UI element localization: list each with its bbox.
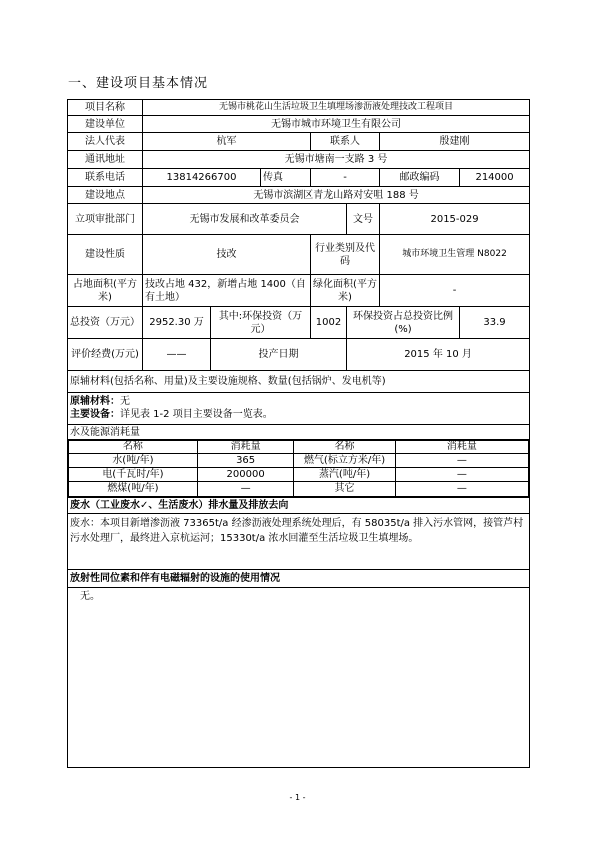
- area-value: 技改占地 432，新增占地 1400（自有土地）: [143, 275, 311, 307]
- nature-label: 建设性质: [68, 235, 143, 275]
- postcode-value: 214000: [460, 169, 530, 187]
- legal-rep-value: 杭军: [143, 133, 311, 151]
- eval-fee-value: ——: [143, 339, 211, 371]
- project-info-table: [67, 99, 530, 768]
- energy-header-amount: 消耗量: [395, 441, 528, 454]
- project-name-value: 无锡市桃花山生活垃圾卫生填埋场渗沥液处理技改工程项目: [143, 100, 530, 116]
- page-number: - 1 -: [289, 793, 306, 802]
- energy-section: [68, 440, 530, 498]
- radiation-title: 放射性同位素和伴有电磁辐射的设施的使用情况: [68, 570, 530, 588]
- env-ratio-label: 环保投资占总投资比例(%): [347, 307, 460, 339]
- energy-header-name: 名称: [294, 441, 395, 454]
- energy-cell: —: [197, 482, 294, 497]
- address-value: 无锡市塘南一支路 3 号: [143, 151, 530, 169]
- section-heading: 一、建设项目基本情况: [68, 76, 209, 91]
- wastewater-title: 废水（工业废水✓、生活废水）排水量及排放去向: [68, 498, 530, 514]
- area-label: 占地面积(平方米): [68, 275, 143, 307]
- builder-label: 建设单位: [68, 116, 143, 133]
- env-ratio-value: 33.9: [460, 307, 530, 339]
- phone-label: 联系电话: [68, 169, 143, 187]
- equipment-line: [70, 408, 527, 421]
- energy-cell: 365: [197, 454, 294, 468]
- approval-dept-label: 立项审批部门: [68, 204, 143, 235]
- fax-label: 传真: [261, 169, 311, 187]
- invest-label: 总投资（万元）: [68, 307, 143, 339]
- wastewater-body: 废水：本项目新增渗沥液 73365t/a 经渗沥液处理系统处理后，有 58035t/a 排入污水管网，接管芦村污水处理厂，最终进入京杭运河；15330t/a 浓水回灌至生活垃圾卫生填埋场。: [68, 514, 530, 570]
- invest-value: 2952.30 万: [143, 307, 211, 339]
- materials-section: [68, 393, 530, 425]
- doc-no-value: 2015-029: [380, 204, 530, 235]
- energy-cell: 燃煤(吨/年): [69, 482, 198, 497]
- energy-cell: 电(千瓦时/年): [69, 468, 198, 482]
- contact-value: 殷建刚: [380, 133, 530, 151]
- radiation-body: 无。: [68, 588, 530, 768]
- energy-header-name: 名称: [69, 441, 198, 454]
- energy-cell: —: [395, 468, 528, 482]
- phone-value: 13814266700: [143, 169, 261, 187]
- doc-no-label: 文号: [347, 204, 380, 235]
- materials-header: 原辅材料(包括名称、用量)及主要设施规格、数量(包括锅炉、发电机等): [68, 371, 530, 393]
- energy-cell: 其它: [294, 482, 395, 497]
- postcode-label: 邮政编码: [380, 169, 460, 187]
- green-label: 绿化面积(平方米): [311, 275, 380, 307]
- start-date-label: 投产日期: [211, 339, 347, 371]
- energy-cell: 200000: [197, 468, 294, 482]
- eval-fee-label: 评价经费(万元): [68, 339, 143, 371]
- location-label: 建设地点: [68, 187, 143, 204]
- location-value: 无锡市滨湖区青龙山路对安咀 188 号: [143, 187, 530, 204]
- energy-cell: —: [395, 454, 528, 468]
- energy-table: [68, 440, 529, 497]
- industry-value: 城市环境卫生管理 N8022: [380, 235, 530, 275]
- start-date-value: 2015 年 10 月: [347, 339, 530, 371]
- legal-rep-label: 法人代表: [68, 133, 143, 151]
- energy-header-amount: 消耗量: [197, 441, 294, 454]
- equipment-value: 详见表 1-2 项目主要设备一览表。: [120, 409, 273, 420]
- env-invest-label: 其中:环保投资（万元）: [211, 307, 311, 339]
- builder-value: 无锡市城市环境卫生有限公司: [143, 116, 530, 133]
- nature-value: 技改: [143, 235, 311, 275]
- env-invest-value: 1002: [311, 307, 347, 339]
- equipment-label: 主要设备：: [70, 409, 120, 420]
- energy-cell: 蒸汽(吨/年): [294, 468, 395, 482]
- energy-cell: 燃气(标立方米/年): [294, 454, 395, 468]
- address-label: 通讯地址: [68, 151, 143, 169]
- raw-materials-line: [70, 395, 527, 408]
- energy-cell: 水(吨/年): [69, 454, 198, 468]
- fax-value: -: [311, 169, 380, 187]
- raw-materials-value: 无: [120, 396, 130, 407]
- energy-cell: —: [395, 482, 528, 497]
- green-value: -: [380, 275, 530, 307]
- industry-label: 行业类别及代码: [311, 235, 380, 275]
- contact-label: 联系人: [311, 133, 380, 151]
- project-name-label: 项目名称: [68, 100, 143, 116]
- energy-title: 水及能源消耗量: [68, 425, 530, 440]
- approval-dept-value: 无锡市发展和改革委员会: [143, 204, 347, 235]
- raw-materials-label: 原辅材料：: [70, 396, 120, 407]
